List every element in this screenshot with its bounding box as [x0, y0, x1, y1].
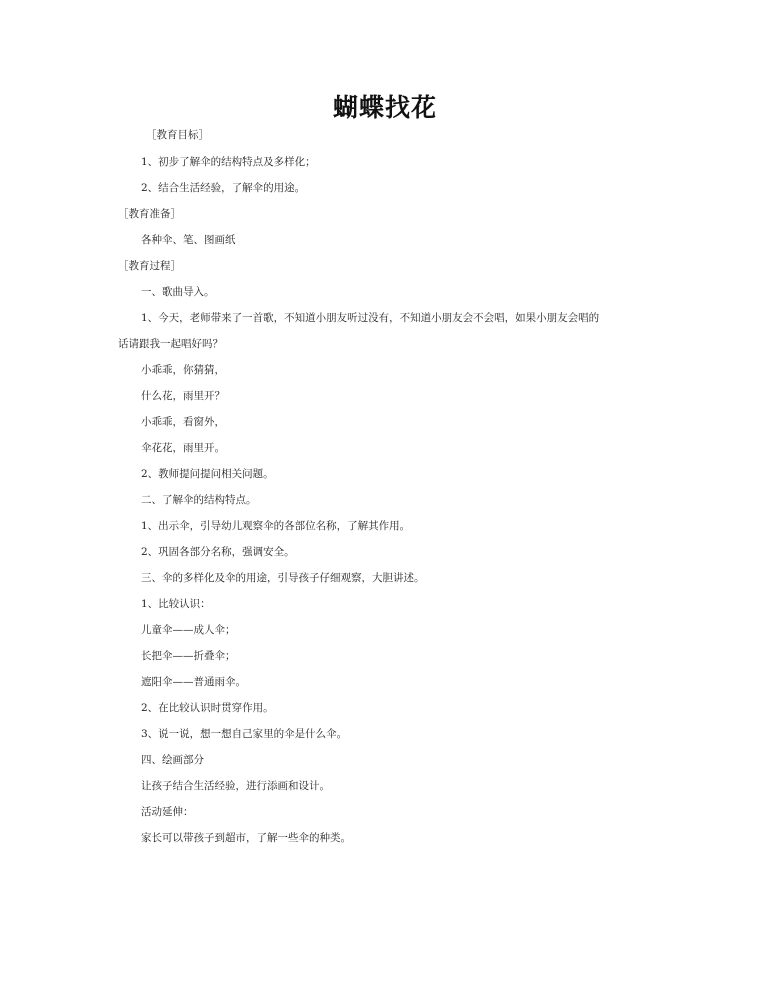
paragraph-line: 2、在比较认识时贯穿作用。	[141, 702, 274, 714]
song-line: 小乖乖，你猜猜，	[141, 364, 225, 376]
song-line: 小乖乖，看窗外，	[141, 416, 225, 428]
goal-item: 2、结合生活经验，了解伞的用途。	[141, 182, 306, 194]
section-heading-process: ［教育过程］	[118, 260, 181, 272]
paragraph-line: 1、今天，老师带来了一首歌，不知道小朋友听过没有，不知道小朋友会不会唱，如果小朋友会唱的	[141, 312, 600, 324]
section-heading-goals: ［教育目标］	[146, 129, 209, 141]
comparison-line: 儿童伞——成人伞；	[141, 624, 236, 636]
section-heading-preparation: ［教育准备］	[118, 208, 181, 220]
paragraph-line: 1、出示伞，引导幼儿观察伞的各部位名称，了解其作用。	[141, 520, 411, 532]
comparison-line: 长把伞——折叠伞；	[141, 650, 236, 662]
preparation-text: 各种伞、笔、图画纸	[141, 234, 236, 246]
paragraph-line: 家长可以带孩子到超市，了解一些伞的种类。	[141, 832, 351, 844]
extension-heading: 活动延伸：	[141, 806, 194, 818]
step-heading: 一、歌曲导入。	[141, 286, 215, 298]
step-heading: 二、了解伞的结构特点。	[141, 494, 257, 506]
song-line: 什么花，雨里开？	[141, 390, 225, 402]
step-heading: 四、绘画部分	[141, 754, 204, 766]
comparison-line: 遮阳伞——普通雨伞。	[141, 676, 246, 688]
paragraph-line: 3、说一说，想一想自己家里的伞是什么伞。	[141, 728, 348, 740]
paragraph-line: 让孩子结合生活经验，进行添画和设计。	[141, 780, 330, 792]
goal-item: 1、初步了解伞的结构特点及多样化；	[141, 156, 316, 168]
song-line: 伞花花，雨里开。	[141, 442, 225, 454]
paragraph-line: 话请跟我一起唱好吗？	[118, 338, 223, 350]
step-heading: 三、伞的多样化及伞的用途，引导孩子仔细观察，大胆讲述。	[141, 572, 425, 584]
paragraph-line: 2、教师提问提问相关问题。	[141, 468, 274, 480]
paragraph-line: 1、比较认识：	[141, 598, 211, 610]
document-title: 蝴蝶找花	[332, 93, 437, 122]
paragraph-line: 2、巩固各部分名称，强调安全。	[141, 546, 295, 558]
